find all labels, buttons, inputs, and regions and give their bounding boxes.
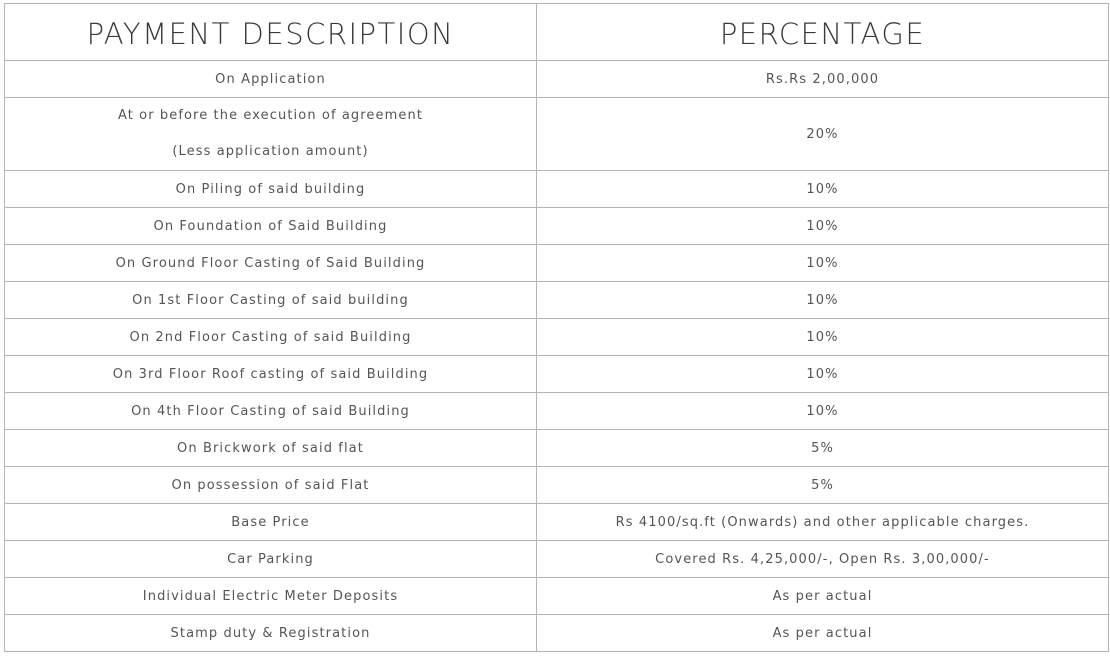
row-description: On 2nd Floor Casting of said Building	[5, 319, 537, 356]
header-percentage: PERCENTAGE	[537, 4, 1109, 61]
row-description: On 3rd Floor Roof casting of said Building	[5, 356, 537, 393]
row-description: On 4th Floor Casting of said Building	[5, 393, 537, 430]
row-description: Car Parking	[5, 541, 537, 578]
row-value: 10%	[537, 171, 1109, 208]
table-row	[5, 356, 1109, 393]
table-row	[5, 541, 1109, 578]
row-value: 5%	[537, 467, 1109, 504]
row-description: Base Price	[5, 504, 537, 541]
table-row	[5, 245, 1109, 282]
row-description-line2: (Less application amount)	[172, 144, 369, 159]
row-value: 10%	[537, 393, 1109, 430]
row-description: On 1st Floor Casting of said building	[5, 282, 537, 319]
row-value: As per actual	[537, 578, 1109, 615]
row-value: 20%	[537, 98, 1109, 171]
table-row	[5, 208, 1109, 245]
row-description-cell	[5, 98, 537, 171]
row-value: Covered Rs. 4,25,000/-, Open Rs. 3,00,000/-	[537, 541, 1109, 578]
table-row	[5, 615, 1109, 652]
row-value: 10%	[537, 208, 1109, 245]
row-value: 10%	[537, 319, 1109, 356]
header-payment-description: PAYMENT DESCRIPTION	[5, 4, 537, 61]
table-row	[5, 171, 1109, 208]
row-value: 5%	[537, 430, 1109, 467]
row-value: 10%	[537, 356, 1109, 393]
row-description: On Application	[5, 61, 537, 98]
row-value: 10%	[537, 282, 1109, 319]
table-header-row	[5, 4, 1109, 61]
row-description: On Brickwork of said flat	[5, 430, 537, 467]
table-row	[5, 504, 1109, 541]
row-value: Rs 4100/sq.ft (Onwards) and other applicable charges.	[537, 504, 1109, 541]
row-description: At or before the execution of agreement	[117, 108, 424, 123]
row-description: On possession of said Flat	[5, 467, 537, 504]
row-value: 10%	[537, 245, 1109, 282]
table-row	[5, 61, 1109, 98]
row-description: On Piling of said building	[5, 171, 537, 208]
row-description: Stamp duty & Registration	[5, 615, 537, 652]
table-row	[5, 393, 1109, 430]
table-row	[5, 282, 1109, 319]
table-row	[5, 430, 1109, 467]
table-row	[5, 319, 1109, 356]
payment-schedule-table	[4, 3, 1109, 652]
table-row	[5, 467, 1109, 504]
table-row	[5, 98, 1109, 171]
table-row	[5, 578, 1109, 615]
row-value: Rs.Rs 2,00,000	[537, 61, 1109, 98]
row-description: On Ground Floor Casting of Said Building	[5, 245, 537, 282]
row-description: Individual Electric Meter Deposits	[5, 578, 537, 615]
row-value: As per actual	[537, 615, 1109, 652]
row-description: On Foundation of Said Building	[5, 208, 537, 245]
